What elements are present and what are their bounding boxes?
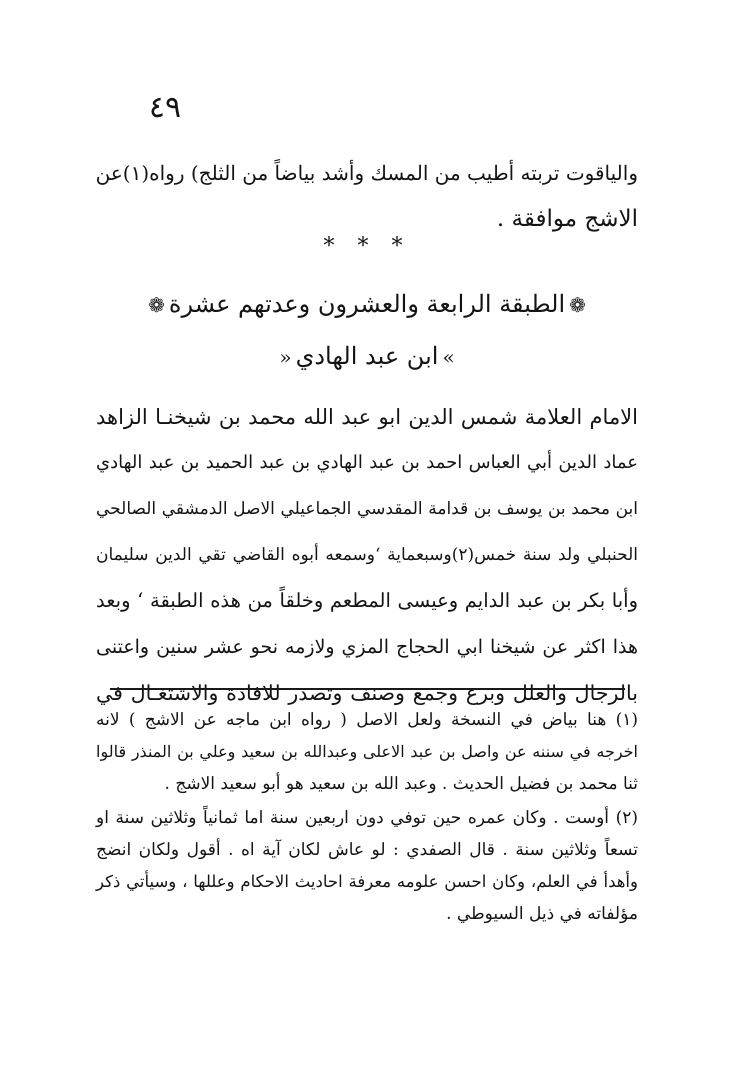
footnote-line: وأهدأ في العلم، وكان احسن علومه معرفة احاديث الاحكام وعللها ، وسيأتي ذكر <box>96 872 638 891</box>
footnotes <box>96 704 638 932</box>
text-line: الامام العلامة شمس الدين ابو عبد الله محمد بن شيخنـا الزاهد <box>96 405 638 429</box>
bracket-icon: « <box>279 345 292 369</box>
opening-paragraph <box>96 150 638 242</box>
text-line: عماد الدين أبي العباس احمد بن عبد الهادي بن عبد الحميد بن عبد الهادي <box>96 452 638 473</box>
section-subtitle-text: ابن عبد الهادي <box>295 342 439 370</box>
footnote-line: (١) هنا بياض في النسخة ولعل الاصل ( رواه ابن ماجه عن الاشج ) لانه <box>96 710 638 730</box>
footnote-line: (٢) أوست . وكان عمره حين توفي دون اربعين سنة اما ثمانياً وثلاثين سنة او <box>96 808 638 828</box>
section-separator: * * * <box>323 234 411 259</box>
text-line: والياقوت تربته أطيب من المسك وأشد بياضاً من الثلج) رواه(١)عن <box>95 161 638 185</box>
ornament-icon: ❁ <box>148 293 165 317</box>
footnote-line: اخرجه في سننه عن واصل بن عبد الاعلى وعبدالله بن سعيد وعلي بن المنذر قالوا <box>96 742 638 761</box>
section-title-text: الطبقة الرابعة والعشرون وعدتهم عشرة <box>168 290 566 318</box>
page-number: ٤٩ <box>148 90 182 125</box>
footnote-divider <box>110 688 625 690</box>
footnote-1 <box>96 704 638 800</box>
section-subtitle <box>96 336 638 377</box>
biography-paragraph <box>96 394 638 716</box>
text-line: ابن محمد بن يوسف بن قدامة المقدسي الجماعيلي الاصل الدمشقي الصالحي <box>96 499 638 519</box>
text-line: هذا اكثر عن شيخنا ابي الحجاج المزي ولازمه نحو عشر سنين واعتنى <box>96 636 638 658</box>
footnote-line: تسعاً وثلاثين سنة . قال الصفدي : لو عاش لكان آية اه . أقول ولكان انضج <box>96 840 638 860</box>
section-title <box>96 284 638 325</box>
footnote-line: مؤلفاته في ذيل السيوطي . <box>446 904 638 924</box>
text-line: الاشج موافقة . <box>496 206 638 232</box>
text-line: وأبا بكر بن عبد الدايم وعيسى المطعم وخلقاً من هذه الطبقة ‘ وبعد <box>96 589 638 612</box>
text-line: بالرجال والعلل وبرع وجمع وصنف وتصدر للافادة والاشتغـال في <box>96 681 638 705</box>
text-line: الحنبلي ولد سنة خمس(٢)وسبعماية ‘وسمعه أبوه القاضي تقي الدين سليمان <box>96 545 638 565</box>
footnote-2 <box>96 802 638 930</box>
bracket-icon: » <box>442 345 455 369</box>
footnote-line: ثنا محمد بن فضيل الحديث . وعبد الله بن سعيد هو أبو سعيد الاشج . <box>164 774 638 794</box>
ornament-icon: ❁ <box>569 293 586 317</box>
